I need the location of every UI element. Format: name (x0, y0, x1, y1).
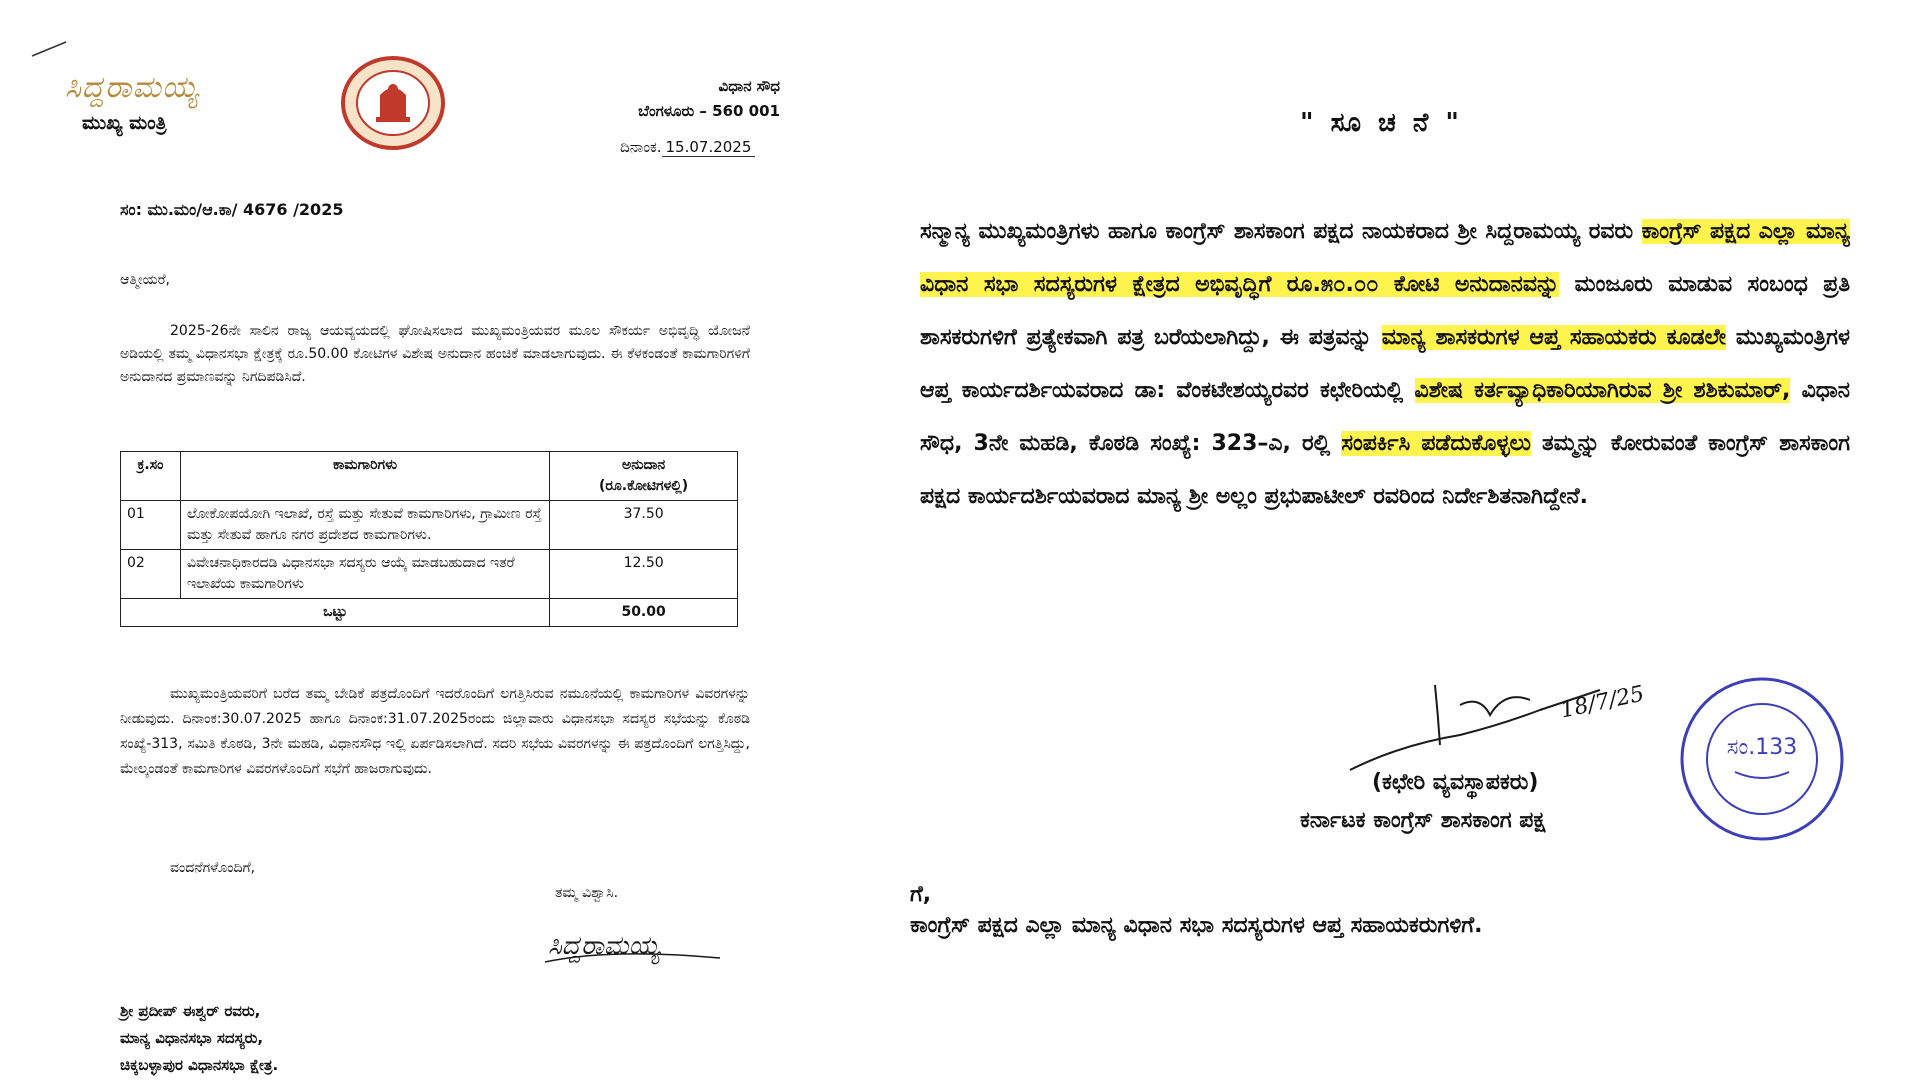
col-grant-unit: (ರೂ.ಕೋಟಿಗಳಲ್ಲಿ) (599, 478, 689, 494)
col-grant-label: ಅನುದಾನ (621, 457, 666, 473)
row-amount: 12.50 (550, 550, 738, 599)
signature-text: ಸಿದ್ದರಾಮಯ್ಯ (548, 931, 661, 961)
pen-stroke-mark (30, 40, 70, 60)
recipient-address (120, 998, 278, 1079)
closing: ವಂದನೆಗಳೊಂದಿಗೆ, (170, 860, 256, 876)
party-notice (860, 0, 1920, 1080)
recipient-line: ಕಾಂಗ್ರೆಸ್ ಪಕ್ಷದ ಎಲ್ಲಾ ಮಾನ್ಯ ವಿಧಾನ ಸಭಾ ಸದಸ್ಯರುಗಳ ಆಪ್ತ ಸಹಾಯಕರುಗಳಿಗೆ. (910, 913, 1483, 938)
col-works: ಕಾಮಗಾರಿಗಳು (180, 452, 549, 501)
notice-body (920, 205, 1850, 523)
body-text: ಸನ್ಮಾನ್ಯ ಮುಖ್ಯಮಂತ್ರಿಗಳು ಹಾಗೂ ಕಾಂಗ್ರೆಸ್ ಶಾಸಕಾಂಗ ಪಕ್ಷದ ನಾಯಕರಾದ ಶ್ರೀ ಸಿದ್ದರಾಮಯ್ಯ ರವರು (920, 219, 1642, 244)
row-amount: 37.50 (550, 501, 738, 550)
recipient-line: ಶ್ರೀ ಪ್ರದೀಪ್ ಈಶ್ವರ್ ರವರು, (120, 1002, 261, 1020)
body-text: ಮುಖ್ಯಮಂತ್ರಿಗಳ ಆಪ್ತ ಕಾರ್ಯದರ್ಶಿಯವರಾದ ಡಾ: ವೆಂಕಟೇಶಯ್ಯರವರ ಕಛೇರಿಯಲ್ಲಿ (920, 325, 1850, 403)
body-paragraph: 2025-26ನೇ ಸಾಲಿನ ರಾಜ್ಯ ಆಯವ್ಯಯದಲ್ಲಿ ಘೋಷಿಸಲಾದ ಮುಖ್ಯಮಂತ್ರಿಯವರ ಮೂಲ ಸೌಕರ್ಯ ಅಭಿವೃದ್ಧಿ ಯೋಜನೆ ಅಡಿಯಲ್ಲಿ ತಮ್ಮ ವಿಧಾನಸಭಾ ಕ್ಷೇತ್ರಕ್ಕೆ ರೂ.50.00 ಕೋಟಿಗಳ ವಿಶೇಷ ಅನುದಾನ ಹಂಚಿಕೆ ಮಾಡಲಾಗುವುದು. ಈ ಕೆಳಕಂಡಂತೆ ಕಾಮಗಾರಿಗಳಿಗೆ ಅನುದಾನದ ಪ್ರಮಾಣವನ್ನು ನಿಗದಿಪಡಿಸಿದೆ. (120, 323, 750, 385)
table-header-row (121, 452, 738, 501)
cm-signature (540, 918, 730, 968)
karnataka-emblem-icon (340, 55, 446, 151)
highlighted-text: ವಿಶೇಷ ಕರ್ತವ್ಯಾಧಿಕಾರಿಯಾಗಿರುವ ಶ್ರೀ ಶಶಿಕುಮಾರ್, (1414, 378, 1791, 403)
body-text: ವಿಧಾನ ಸೌಧ, 3ನೇ ಮಹಡಿ, ಕೊಠಡಿ ಸಂಖ್ಯೆ: 323–ಎ, ರಲ್ಲಿ (920, 378, 1851, 456)
body-text: ಮಂಜೂರು ಮಾಡುವ ಸಂಬಂಧ ಪ್ರತಿ ಶಾಸಕರುಗಳಿಗೆ ಪ್ರತ್ಯೇಕವಾಗಿ ಪತ್ರ ಬರೆಯಲಾಗಿದ್ದು, ಈ ಪತ್ರವನ್ನು (920, 272, 1851, 350)
total-label: ಒಟ್ಟು (121, 599, 550, 627)
sender-signature-mark: ಸಿದ್ದರಾಮಯ್ಯ (65, 70, 200, 105)
table-total-row (121, 599, 738, 627)
address-line: ಬೆಂಗಳೂರು – 560 001 (638, 102, 780, 120)
to-mark: ಗೆ, (910, 882, 932, 907)
cm-letter (0, 0, 840, 1080)
row-work: ಲೋಕೋಪಯೋಗಿ ಇಲಾಖೆ, ರಸ್ತೆ ಮತ್ತು ಸೇತುವೆ ಕಾಮಗಾರಿಗಳು, ಗ್ರಾಮೀಣ ರಸ್ತೆ ಮತ್ತು ಸೇತುವೆ ಹಾಗೂ ನಗರ ಪ್ರದೇಶದ ಕಾಮಗಾರಿಗಳು. (180, 501, 549, 550)
highlighted-text: ಮಾನ್ಯ ಶಾಸಕರುಗಳ ಆಪ್ತ ಸಹಾಯಕರು ಕೂಡಲೇ (1381, 325, 1726, 350)
body-text: ತಮ್ಮನ್ನು ಕೋರುವಂತೆ ಕಾಂಗ್ರೆಸ್ ಶಾಸಕಾಂಗ ಪಕ್ಷದ ಕಾರ್ಯದರ್ಶಿಯವರಾದ ಮಾನ್ಯ ಶ್ರೀ ಅಲ್ಲಂ ಪ್ರಭುಪಾಟೀಲ್ ರವರಿಂದ ನಿರ್ದೇಶಿತನಾಗಿದ್ದೇನೆ. (920, 431, 1850, 509)
recipient-line: ಮಾನ್ಯ ವಿಧಾನಸಭಾ ಸದಸ್ಯರು, (120, 1029, 264, 1047)
date-row (620, 138, 755, 157)
signature-date: 18/7/25 (1558, 681, 1647, 724)
reference-number: ಸಂ: ಮು.ಮಂ/ಆ.ಕಾ/ 4676 /2025 (120, 200, 344, 219)
works-table (120, 451, 738, 627)
date-value: 15.07.2025 (662, 138, 756, 157)
date-label: ದಿನಾಂಕ. (620, 138, 662, 156)
sender-title: ಮುಖ್ಯ ಮಂತ್ರಿ (82, 112, 167, 134)
table-row (121, 501, 738, 550)
office-title: (ಕಛೇರಿ ವ್ಯವಸ್ಥಾಪಕರು) (1372, 770, 1539, 795)
manager-signature (1340, 675, 1610, 780)
col-sl: ಕ್ರ.ಸಂ (121, 452, 181, 501)
address-line: ವಿಧಾನ ಸೌಧ (718, 77, 780, 95)
party-name: ಕರ್ನಾಟಕ ಕಾಂಗ್ರೆಸ್ ಶಾಸಕಾಂಗ ಪಕ್ಷ (1300, 808, 1546, 833)
col-grant (550, 452, 738, 501)
total-value: 50.00 (550, 599, 738, 627)
stamp-number: ಸಂ.133 (1726, 735, 1798, 760)
table-row (121, 550, 738, 599)
row-work: ವಿವೇಚನಾಧಿಕಾರದಡಿ ವಿಧಾನಸಭಾ ಸದಸ್ಯರು ಆಯ್ಕೆ ಮಾಡಬಹುದಾದ ಇತರೆ ಇಲಾಖೆಯ ಕಾಮಗಾರಿಗಳು (180, 550, 549, 599)
body-paragraph: ಮುಖ್ಯಮಂತ್ರಿಯವರಿಗೆ ಬರೆದ ತಮ್ಮ ಬೇಡಿಕೆ ಪತ್ರದೊಂದಿಗೆ ಇದರೊಂದಿಗೆ ಲಗತ್ತಿಸಿರುವ ನಮೂನೆಯಲ್ಲಿ ಕಾಮಗಾರಿಗಳ ವಿವರಗಳನ್ನು ನೀಡುವುದು. ದಿನಾಂಕ:30.07.2025 ಹಾಗೂ ದಿನಾಂಕ:31.07.2025ರಂದು ಜಿಲ್ಲಾವಾರು ವಿಧಾನಸಭಾ ಸದಸ್ಯರ ಸಭೆಯನ್ನು ಕೊಠಡಿ ಸಂಖ್ಯೆ-313, ಸಮಿತಿ ಕೊಠಡಿ, 3ನೇ ಮಹಡಿ, ವಿಧಾನಸೌಧ ಇಲ್ಲಿ ಏರ್ಪಡಿಸಲಾಗಿದೆ. ಸದರಿ ಸಭೆಯ ವಿವರಗಳನ್ನು ಈ ಪತ್ರದೊಂದಿಗೆ ಲಗತ್ತಿಸಿದ್ದು, ಮೇಲ್ಕಂಡಂತೆ ಕಾಮಗಾರಿಗಳ ವಿವರಗಳೊಂದಿಗೆ ಸಭೆಗೆ ಹಾಜರಾಗುವುದು. (120, 686, 750, 777)
party-seal-stamp (1675, 672, 1850, 847)
highlighted-text: ಕಾಂಗ್ರೆಸ್ ಪಕ್ಷದ ಎಲ್ಲಾ ಮಾನ್ಯ ವಿಧಾನ ಸಭಾ ಸದಸ್ಯರುಗಳ ಕ್ಷೇತ್ರದ ಅಭಿವೃದ್ಧಿಗೆ ರೂ.೫೦.೦೦ ಕೋಟಿ ಅನುದಾನವನ್ನು (920, 219, 1850, 297)
notice-title: " ಸೂ ಚ ನೆ " (1300, 108, 1463, 138)
salutation: ಆತ್ಮೀಯರೆ, (120, 272, 171, 288)
highlighted-text: ಸಂಪರ್ಕಿಸಿ ಪಡೆದುಕೊಳ್ಳಲು (1341, 431, 1531, 456)
address-block (600, 74, 780, 124)
row-sl: 02 (121, 550, 181, 599)
recipient-line: ಚಿಕ್ಕಬಳ್ಳಾಪುರ ವಿಧಾನಸಭಾ ಕ್ಷೇತ್ರ. (120, 1056, 279, 1074)
yours-faithfully: ತಮ್ಮ ವಿಶ್ವಾಸಿ. (555, 885, 619, 901)
row-sl: 01 (121, 501, 181, 550)
